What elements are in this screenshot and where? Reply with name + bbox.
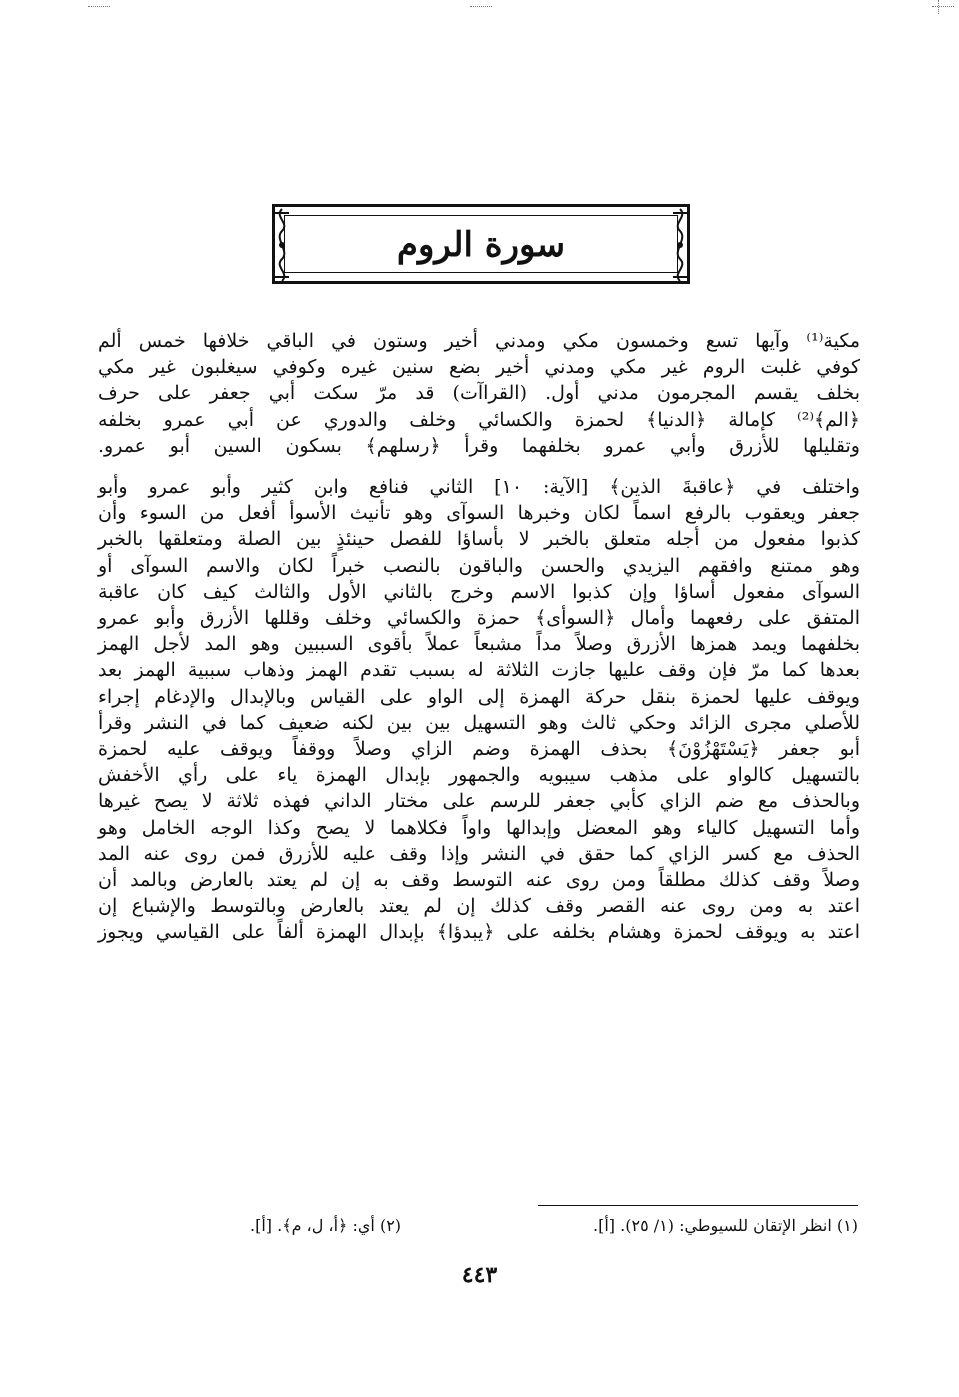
text-line: وهو ممتنع وافقهم اليزيدي والحسن والباقون بالنصب خبراً لكان والاسم السوآى أو bbox=[98, 554, 860, 577]
page-number: ٤٤٣ bbox=[461, 1262, 498, 1288]
text-line: الحذف مع كسر الزاي كما حقق في النشر وإذا وقف عليه للأزرق فمن روى عنه المد bbox=[98, 842, 860, 865]
crop-mark-center bbox=[470, 6, 492, 8]
text-line: كذبوا مفعول من أجله متعلق بالخبر لا بأساؤا للفصل حينئذٍ بين الصلة ومتعلقها بالخبر bbox=[98, 528, 860, 551]
crop-mark-vertical bbox=[938, 0, 940, 14]
text-line: وأما التسهيل كالياء وهو المعضل وإبدالها واواً فكلاهما لا يصح وكذا الوجه الخامل وهو bbox=[98, 816, 860, 839]
footnote-1: (١) انظر الإتقان للسيوطي: (١/ ٢٥). [أ]. bbox=[593, 1216, 858, 1235]
text-line: المتفق على رفعهما وأمال ﴿السوأى﴾ حمزة والكسائي وخلف وقللها الأزرق وأبو عمرو bbox=[98, 607, 860, 630]
text-line: للأصلي مجرى الزائد وحكي ثالث وهو التسهيل بين بين لكنه ضعيف كما في النشر وقرأ bbox=[98, 711, 860, 734]
text-line: اعتد به ومن روى عنه القصر وقف كذلك إن لم يعتد بالعارض وبالتوسط والإشباع إن bbox=[98, 895, 860, 918]
text-line: بعدها كما مرّ فإن وقف عليها جازت الثلاثة له بسبب تقدم الهمز وذهاب سببية الهمز بعد bbox=[98, 659, 860, 682]
text-line: وتقليلها للأزرق وأبي عمرو بخلفهما وقرأ ﴿رسلهم﴾ بسكون السين أبو عمرو. bbox=[98, 434, 860, 457]
crop-mark-right bbox=[932, 6, 954, 8]
text-line: ﴿الم﴾⁽²⁾ كإمالة ﴿الدنيا﴾ لحمزة والكسائي وخلف والدوري عن أبي عمرو بخلفه bbox=[98, 408, 860, 431]
paragraph-gap bbox=[98, 459, 860, 474]
text-line: وبالحذف مع ضم الزاي كأبي جعفر للرسم على مختار الداني فهذه ثلاثة لا يصح غيرها bbox=[98, 790, 860, 813]
text-line: مكية⁽¹⁾ وآيها تسع وخمسون مكي ومدني أخير وستون في الباقي خلافها خمس ألم bbox=[98, 330, 860, 352]
text-line: بخلف يقسم المجرمون مدني أول. (القراآت) قد مرّ سكت أبي جعفر على حرف bbox=[98, 382, 860, 405]
text-line: بخلفهما ويمد همزها الأزرق وصلاً مداً مشبعاً عملاً بأقوى السببين وهو المد لأجل الهمز bbox=[98, 633, 860, 656]
text-line: بالتسهيل كالواو على مذهب سيبويه والجمهور بإبدال الهمزة ياء على رأي الأخفش bbox=[98, 764, 860, 787]
text-line: اعتد به ويوقف لحمزة وهشام بخلفه على ﴿يبدؤا﴾ بإبدال الهمزة ألفاً على القياسي ويجوز bbox=[98, 921, 860, 944]
text-line: واختلف في ﴿عاقبةَ الذين﴾ [الآية: ١٠] الثاني فنافع وابن كثير وأبو عمرو وأبو bbox=[98, 476, 860, 499]
footnote-divider bbox=[538, 1205, 858, 1206]
text-line: جعفر ويعقوب بالرفع اسماً لكان وخبرها السوآى وهو تأنيث الأسوأ أفعل من السوء وأن bbox=[98, 502, 860, 525]
crop-mark-left bbox=[88, 6, 110, 8]
main-body-text bbox=[98, 328, 860, 946]
text-line: ويوقف عليها لحمزة بنقل حركة الهمزة إلى الواو على القياس وبالإبدال والإدغام إجراء bbox=[98, 685, 860, 708]
surah-title-frame bbox=[272, 204, 690, 284]
surah-title: سورة الروم bbox=[396, 225, 566, 265]
text-line: وصلاً وقف كذلك مطلقاً ومن روى عنه التوسط وقف به إن لم يعتد بالعارض وبالمد أن bbox=[98, 869, 860, 892]
text-line: كوفي غلبت الروم غير مكي ومدني أخير بضع سنين غيره وكوفي سيغلبون غير مكي bbox=[98, 356, 860, 379]
text-line: السوآى مفعول أساؤا وإن كذبوا الاسم وخرج بالثاني الأول والثالث كيف كان عاقبة bbox=[98, 580, 860, 603]
footnote-2: (٢) أي: ﴿أ، ل، م﴾. [أ]. bbox=[250, 1216, 402, 1235]
text-line: أبو جعفر ﴿يَسْتَهْزُوْنَ﴾ بحذف الهمزة وضم الزاي وصلاً ووقفاً ويوقف عليه لحمزة bbox=[98, 738, 860, 761]
